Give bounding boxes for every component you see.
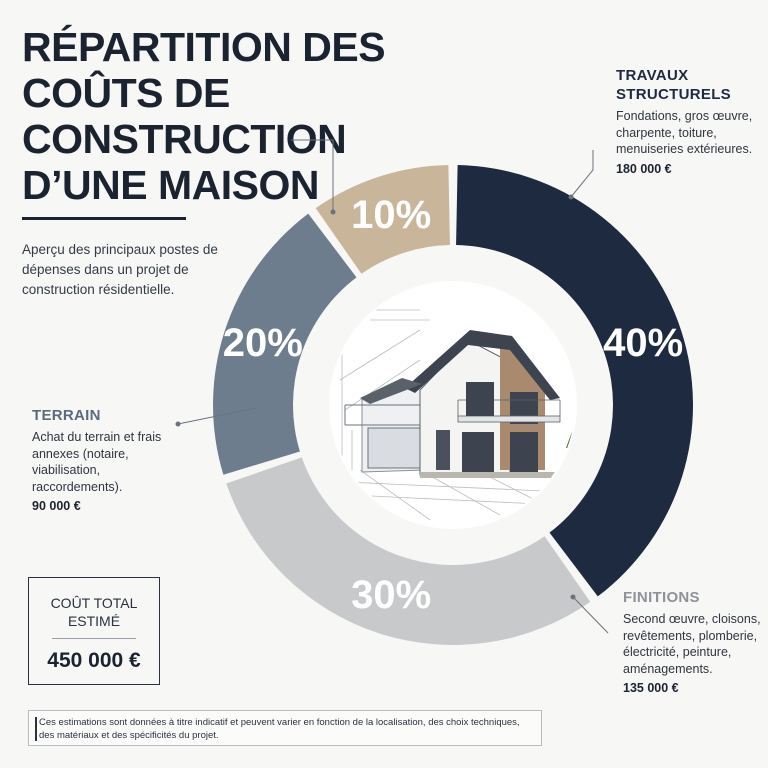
- finitions-amount: 135 000 €: [623, 681, 679, 695]
- disclaimer-note: [28, 710, 542, 746]
- title-line: COÛTS DE: [22, 70, 230, 116]
- travaux-description: Fondations, gros œuvre, charpente, toiture, menuiseries extérieures.: [616, 109, 753, 156]
- terrain-amount: 90 000 €: [32, 499, 81, 513]
- slice-percent-label: 40%: [603, 321, 684, 366]
- terrain-description: Achat du terrain et frais annexes (notaire, viabilisation, raccordements).: [32, 430, 162, 494]
- finitions-heading: FINITIONS: [623, 589, 700, 606]
- slice-percent-label: 20%: [222, 321, 303, 366]
- total-cost-divider: [52, 638, 136, 639]
- title-line: RÉPARTITION DES: [22, 24, 386, 70]
- terrain-block: [32, 406, 192, 513]
- disclaimer-text: Ces estimations sont données à titre indicatif et peuvent varier en fonction de la localisation, des choix techniques, des matériaux et des spécificités du projet.: [39, 717, 520, 741]
- finitions-description: Second œuvre, cloisons, revêtements, plomberie, électricité, peinture, aménagements.: [623, 612, 761, 676]
- leader-line: [571, 150, 593, 197]
- subtitle: Aperçu des principaux postes de dépenses dans un projet de construction résidentielle.: [22, 242, 218, 297]
- title-line: CONSTRUCTION: [22, 116, 347, 162]
- travaux-block: [616, 66, 766, 176]
- travaux-heading: TRAVAUX STRUCTURELS: [616, 67, 731, 103]
- total-cost-box: [28, 577, 160, 685]
- travaux-amount: 180 000 €: [616, 161, 672, 176]
- leader-line: [573, 597, 608, 633]
- house-illustration-icon: [329, 281, 591, 529]
- slice-percent-label: 10%: [351, 192, 432, 237]
- note-accent-bar: [35, 717, 37, 741]
- slice-percent-label: 30%: [351, 573, 432, 618]
- total-cost-value: 450 000 €: [47, 649, 141, 672]
- total-cost-label: COÛT TOTAL ESTIMÉ: [50, 595, 138, 629]
- finitions-block: [623, 588, 763, 695]
- terrain-heading: TERRAIN: [32, 407, 101, 424]
- title-line: D’UNE MAISON: [22, 162, 319, 208]
